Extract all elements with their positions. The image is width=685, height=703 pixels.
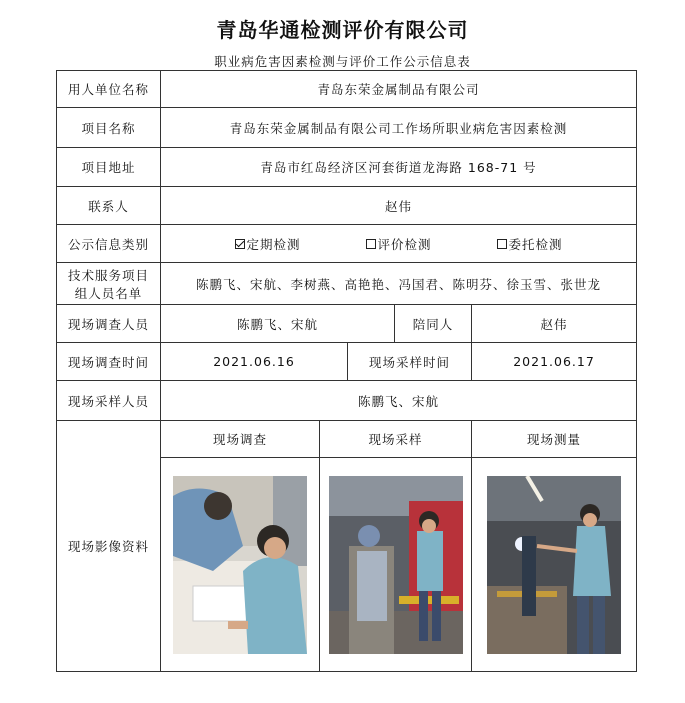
disclosure-table (56, 70, 637, 672)
option-entrusted[interactable] (497, 235, 563, 253)
project-value: 青岛东荣金属制品有限公司工作场所职业病危害因素检测 (161, 108, 637, 148)
sampling-photo (329, 476, 463, 654)
option-evaluation[interactable] (366, 235, 432, 253)
survey-photo (173, 476, 307, 654)
row-contact (57, 187, 637, 225)
team-label (57, 263, 161, 305)
accompany-value: 赵伟 (472, 305, 637, 343)
photo-cell-measure (472, 458, 637, 672)
employer-label: 用人单位名称 (57, 71, 161, 108)
sampling-staff-value: 陈鹏飞、宋航 (161, 381, 637, 421)
row-team (57, 263, 637, 305)
row-times (57, 343, 637, 381)
team-value: 陈鹏飞、宋航、李树燕、高艳艳、冯国君、陈明芬、徐玉雪、张世龙 (161, 263, 637, 305)
image-header-survey: 现场调查 (161, 421, 320, 458)
company-title: 青岛华通检测评价有限公司 (216, 18, 469, 42)
survey-time-label: 现场调查时间 (57, 343, 161, 381)
project-label: 项目名称 (57, 108, 161, 148)
row-address (57, 148, 637, 187)
row-employer (57, 71, 637, 108)
form-subtitle: 职业病危害因素检测与评价工作公示信息表 (214, 54, 471, 69)
option-evaluation-label: 评价检测 (377, 236, 432, 252)
sampling-time-label: 现场采样时间 (348, 343, 472, 381)
row-project (57, 108, 637, 148)
address-value: 青岛市红岛经济区河套街道龙海路 168-71 号 (161, 148, 637, 187)
image-header-measure: 现场测量 (472, 421, 637, 458)
option-entrusted-label: 委托检测 (508, 236, 563, 252)
photo-cell-sampling (320, 458, 472, 672)
contact-value: 赵伟 (161, 187, 637, 225)
sampling-staff-label: 现场采样人员 (57, 381, 161, 421)
survey-time-value: 2021.06.16 (161, 343, 348, 381)
address-label: 项目地址 (57, 148, 161, 187)
measure-photo (487, 476, 621, 654)
image-header-sampling: 现场采样 (320, 421, 472, 458)
checkbox-empty-icon[interactable] (497, 239, 507, 249)
survey-staff-value: 陈鹏飞、宋航 (161, 305, 395, 343)
sampling-time-value: 2021.06.17 (472, 343, 637, 381)
checkbox-empty-icon[interactable] (366, 239, 376, 249)
contact-label: 联系人 (57, 187, 161, 225)
row-sampling-staff (57, 381, 637, 421)
accompany-label: 陪同人 (395, 305, 472, 343)
team-label-line1: 技术服务项目 (67, 267, 149, 283)
row-category (57, 225, 637, 263)
photo-cell-survey (161, 458, 320, 672)
option-periodic[interactable] (235, 235, 301, 253)
row-image-headers (57, 421, 637, 458)
row-survey-staff (57, 305, 637, 343)
category-label: 公示信息类别 (57, 225, 161, 263)
survey-staff-label: 现场调查人员 (57, 305, 161, 343)
checkbox-checked-icon[interactable] (235, 239, 245, 249)
option-periodic-label: 定期检测 (246, 236, 301, 252)
employer-value: 青岛东荣金属制品有限公司 (161, 71, 637, 108)
images-label: 现场影像资料 (57, 421, 161, 672)
team-label-line2: 组人员名单 (74, 285, 143, 301)
category-options (161, 225, 637, 263)
